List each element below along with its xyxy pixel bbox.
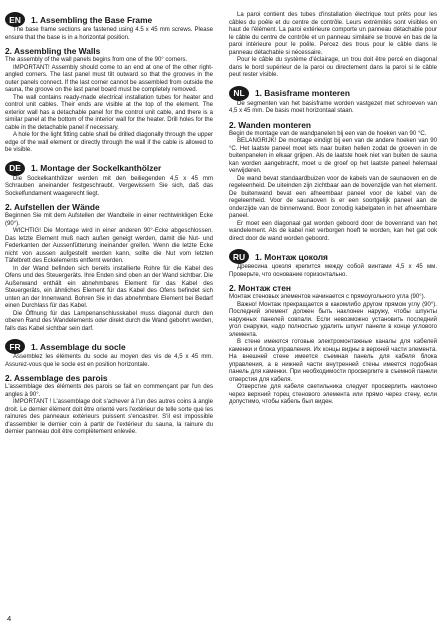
- paragraph: Die Sockelkanthölzer werden mit den beiliegenden 4,5 x 45 mm Schrauben aneinander festgeschraubt. Vergewissern Sie sich, daß das Sockelfundament waagerecht liegt.: [5, 175, 213, 197]
- paragraph: L'assemblage des éléments des parois se fait en commençant par l'un des angles à 90°.: [5, 384, 213, 398]
- section-title: 2. Assembling the Walls: [5, 46, 101, 56]
- language-badge-ru: RU: [229, 249, 249, 264]
- left-column: [5, 12, 213, 437]
- paragraph: IMPORTANT! Assembly should come to an end at one of the other right-angled corners. The last panel must tilt outward so that the grooves in the outer panels connect. If the last corner cannot be assembled from outside the sauna, the groove on the last panel board must be completely removed.: [5, 64, 213, 93]
- paragraph: De segmenten van het basisframe worden vastgezet met schroeven van 4,5 x 45 mm. De basis moet horizontaal staan.: [229, 100, 437, 114]
- paragraph: Assemblez les éléments du socle au moyen des vis de 4,5 x 45 mm. Assurez-vous que le socle est en position horizontale.: [5, 354, 213, 368]
- paragraph: Важно! Монтаж прекращается в какомлибо другом прямом углу (90°). Последний элемент должен быть наклонен наружу, чтобы шпунты наружных панелей совпали. Если невозможно установить последний угол снаружи, надо полностью удалить шпунт панели в конце углового элемента.: [229, 301, 437, 338]
- section-title: 1. Assemblage du socle: [31, 341, 126, 352]
- paragraph: Begin de montage van de wandpanelen bij een van de hoeken van 90 °C.: [229, 130, 427, 137]
- section-title: 1. Montage der Sockelkanthölzer: [31, 163, 162, 173]
- paragraph: Er moet een diagonaal gat worden geboord door de bovenrand van het wandelement. Als de kabel niet verborgen hoeft te worden, kan het gat ook direct door de wand worden geboord.: [229, 220, 437, 242]
- paragraph: La paroi contient des tubes d'installation électrique tout prêts pour les câbles du poêle et du centre de contrôle. Leurs extrémités sont visibles en haut de l'élément. La paroi extérieure comporte un panneau détachable pour le câble du centre de contrôle et un panneau similaire se trouve en bas de la paroi intérieure pour le poêle. Percez des trous pour le câble dans le panneau détachable si nécessaire.: [229, 12, 437, 56]
- section-title: 1. Basisframe monteren: [255, 88, 350, 98]
- paragraph: Монтаж стеновых элементов начинается с прямоугольного угла (90°).: [229, 294, 426, 300]
- paragraph: In der Wand befinden sich bereits installierte Rohre für die Kabel des Ofens und des Steuergeräts. Ihre Enden sind oben an der Wand sichtbar. Die Außenwand enthält ein abnehmbares Element für das Kabel des Steuergeräts, ein ähnliches Element für das Kabel des Ofens befindet sich unten an der Innenwand. Bohren Sie in das abnehmbare Element bei Bedarf einen Durchlass für das Kabel.: [5, 265, 213, 309]
- nl-section-header: [229, 86, 437, 101]
- section-title: 2. Aufstellen der Wände: [5, 202, 100, 212]
- paragraph: BELANGRIJK! De montage eindigt bij een van de andere hoeken van 90 °C. Het laatste paneel moet iets naar buiten hellen zodat de groeven in de buitenpanelen in elkaar grijpen. Als de laatste hoek niet van buiten de sauna kan worden aangebracht, moet u de groef op het laatste paneel helemaal verwijderen.: [229, 138, 437, 174]
- right-column: [229, 12, 437, 407]
- paragraph: Die Öffnung für das Lampenanschlusskabel muss diagonal durch den oberen Rand des Wandelements oder direkt durch die Wand gebohrt werden, falls das Kabel sichtbar sein darf.: [5, 310, 213, 332]
- section-title: 2. Assemblage des parois: [5, 373, 108, 383]
- paragraph: Отверстие для кабеля светильника следует просверлить наклонно через верхний торец стенового элемента или прямо через стену, если допустимо, чтобы кабель был виден.: [229, 384, 437, 405]
- en-section-header: [5, 12, 213, 27]
- language-badge-fr: FR: [5, 339, 25, 354]
- section-title: 2. Монтаж стен: [229, 283, 291, 293]
- paragraph: The assembly of the wall panels begins from one of the 90° corners.: [5, 57, 188, 63]
- language-badge-en: EN: [5, 12, 25, 27]
- paragraph: A hole for the light fitting cable shall be drilled diagonally through the upper edge of the wall element or directly through the wall if the cable is allowed to be visible.: [5, 132, 213, 153]
- section-title: 1. Монтаж цоколя: [255, 251, 328, 262]
- paragraph: IMPORTANT ! L'assemblage doit s'achever à l'un des autres coins à angle droit. Le dernier élément doit être orienté vers l'extérieur de telle sorte que les rainures des panneaux extérieurs puissent s'encastrer. S'il est impossible d'assembler le dernier coin à partir de l'extérieur du sauna, la rainure du dernier panneau doit être complètement enlevée.: [5, 399, 213, 435]
- paragraph: WICHTIG! Die Montage wird in einer anderen 90°-Ecke abgeschlossen. Das letzte Element muß nach außen geneigt werden, damit die Nut- und Federkanten der Aussenfütterung ineinander greifen. Wenn die letzte Ecke nicht von aussen aufgestellt werden kann, sollte die Nut vom letzten Täfelbrett des Eckelements entfernt werden.: [5, 228, 213, 264]
- ru-section-header: [229, 249, 437, 264]
- paragraph: Pour le câble du système d'éclairage, un trou doit être percé en diagonal dans le bord supérieur de la paroi ou directement dans la paroi si le câble peut rester visible.: [229, 57, 437, 78]
- language-badge-de: DE: [5, 161, 25, 176]
- paragraph: В стене имеются готовые электромонтажные каналы для кабелей каменки и блока управления. Их концы видны в верхней части элемента. На внешней стене имеется съемная панель для кабеля блока управления, а в нижней части внутренней стены имеется подобная панель для каменки. При необходимости просверлите в съемной панели отверстия для кабеля.: [229, 339, 437, 383]
- paragraph: The base frame sections are fastened using 4.5 x 45 mm screws. Please ensure that the base is in a horizontal position.: [5, 27, 213, 41]
- paragraph: Beginnen Sie mit dem Aufstellen der Wandteile in einer rechtwinkligen Ecke (90°).: [5, 213, 213, 227]
- paragraph: Древесина цоколя крепится между собой винтами 4,5 x 45 мм. Проверьте, что основание горизонтально.: [229, 264, 437, 278]
- section-title: 2. Wanden monteren: [229, 119, 312, 130]
- paragraph: The wall contains ready-made electrical installation tubes for heater and control unit cables. Their ends are visible at the top of the element. The exterior wall has a detachable panel for the control unit cable, and there is a similar panel at the bottom of the interior wall for the heater. Drill holes for the cable in the detachable panel if necessary.: [5, 94, 213, 131]
- paragraph: De wand bevat standaardbuizen voor de kabels van de saunaoven en de regeleenheid. De uiteinden zijn zichtbaar aan de bovenzijde van het element. De buitenwand bevat een afneembaar paneel voor de kabel van de regeleenheid. Voor de saunaoven is er een soortgelijk paneel aan de onderzijde van de binnenwand. Boor zonodig kabelgaten in het afneembare paneel.: [229, 175, 437, 219]
- section-title: 1. Assembling the Base Frame: [31, 14, 153, 25]
- de-section-header: [5, 161, 213, 176]
- page-number: 4: [7, 614, 12, 623]
- language-badge-nl: NL: [229, 86, 249, 101]
- fr-section-header: [5, 339, 213, 354]
